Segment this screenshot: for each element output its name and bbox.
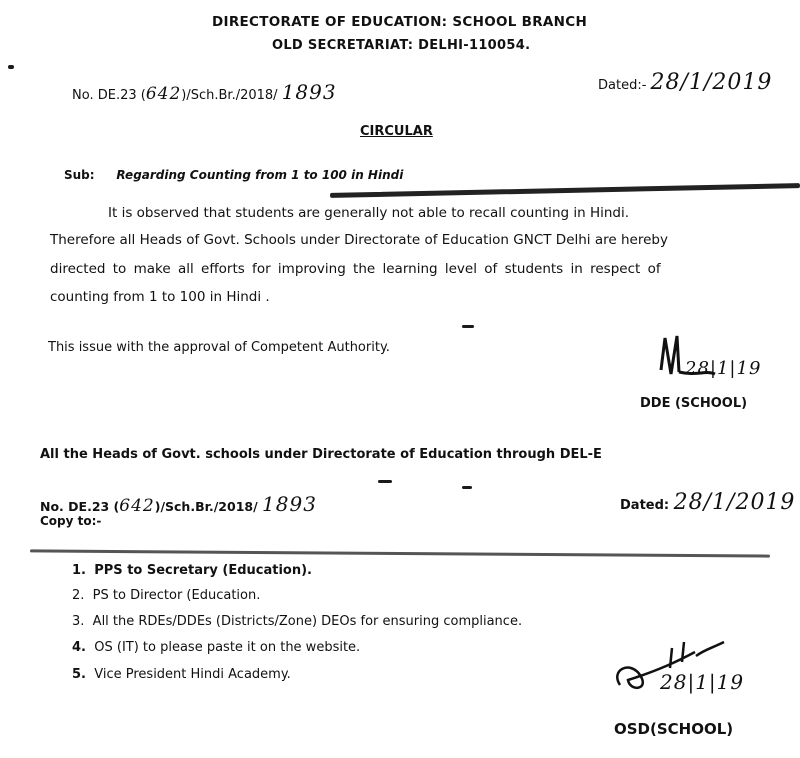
addressee: All the Heads of Govt. schools under Directorate of Education through DEL-E	[40, 447, 602, 462]
copy-item: 2. PS to Director (Education.	[72, 588, 261, 603]
reference-number: No. DE.23 (642)/Sch.Br./2018/ 1893	[72, 80, 337, 104]
copy-item: 1. PPS to Secretary (Education).	[72, 563, 312, 578]
copy-date: Dated: 28/1/2019	[620, 490, 796, 515]
signatory-1-designation: DDE (SCHOOL)	[640, 396, 748, 411]
office-address: OLD SECRETARIAT: DELHI-110054.	[272, 38, 531, 53]
signatory-2-designation: OSD(SCHOOL)	[614, 720, 734, 738]
copy-to-label: Copy to:-	[40, 514, 102, 528]
copy-item: 4. OS (IT) to please paste it on the website.	[72, 640, 361, 655]
office-name: DIRECTORATE OF EDUCATION: SCHOOL BRANCH	[212, 14, 588, 30]
scan-streak	[330, 183, 800, 198]
body-line-3: directed to make all efforts for improving the learning level of students in respect of	[50, 261, 661, 277]
fold-line	[30, 549, 770, 557]
signature-1-date: 28|1|19	[685, 358, 762, 379]
document-title: CIRCULAR	[360, 124, 433, 139]
body-line-1: It is observed that students are generally not able to recall counting in Hindi.	[108, 205, 630, 221]
smudge	[8, 65, 14, 69]
subject-line: Sub: Regarding Counting from 1 to 100 in Hindi	[64, 168, 404, 182]
smudge	[378, 480, 392, 483]
body-line-4: counting from 1 to 100 in Hindi .	[50, 289, 270, 305]
body-line-2: Therefore all Heads of Govt. Schools under Directorate of Education GNCT Delhi are hereby	[50, 232, 668, 248]
copy-item: 5. Vice President Hindi Academy.	[72, 667, 291, 682]
copy-item: 3. All the RDEs/DDEs (Districts/Zone) DEOs for ensuring compliance.	[72, 614, 523, 629]
copy-reference-number: No. DE.23 (642)/Sch.Br./2018/ 1893	[40, 492, 317, 516]
circular-date: Dated:- 28/1/2019	[598, 70, 773, 95]
approval-note: This issue with the approval of Competent Authority.	[48, 340, 390, 355]
signature-2-date: 28|1|19	[660, 670, 745, 694]
smudge	[462, 325, 474, 328]
smudge	[462, 486, 472, 489]
